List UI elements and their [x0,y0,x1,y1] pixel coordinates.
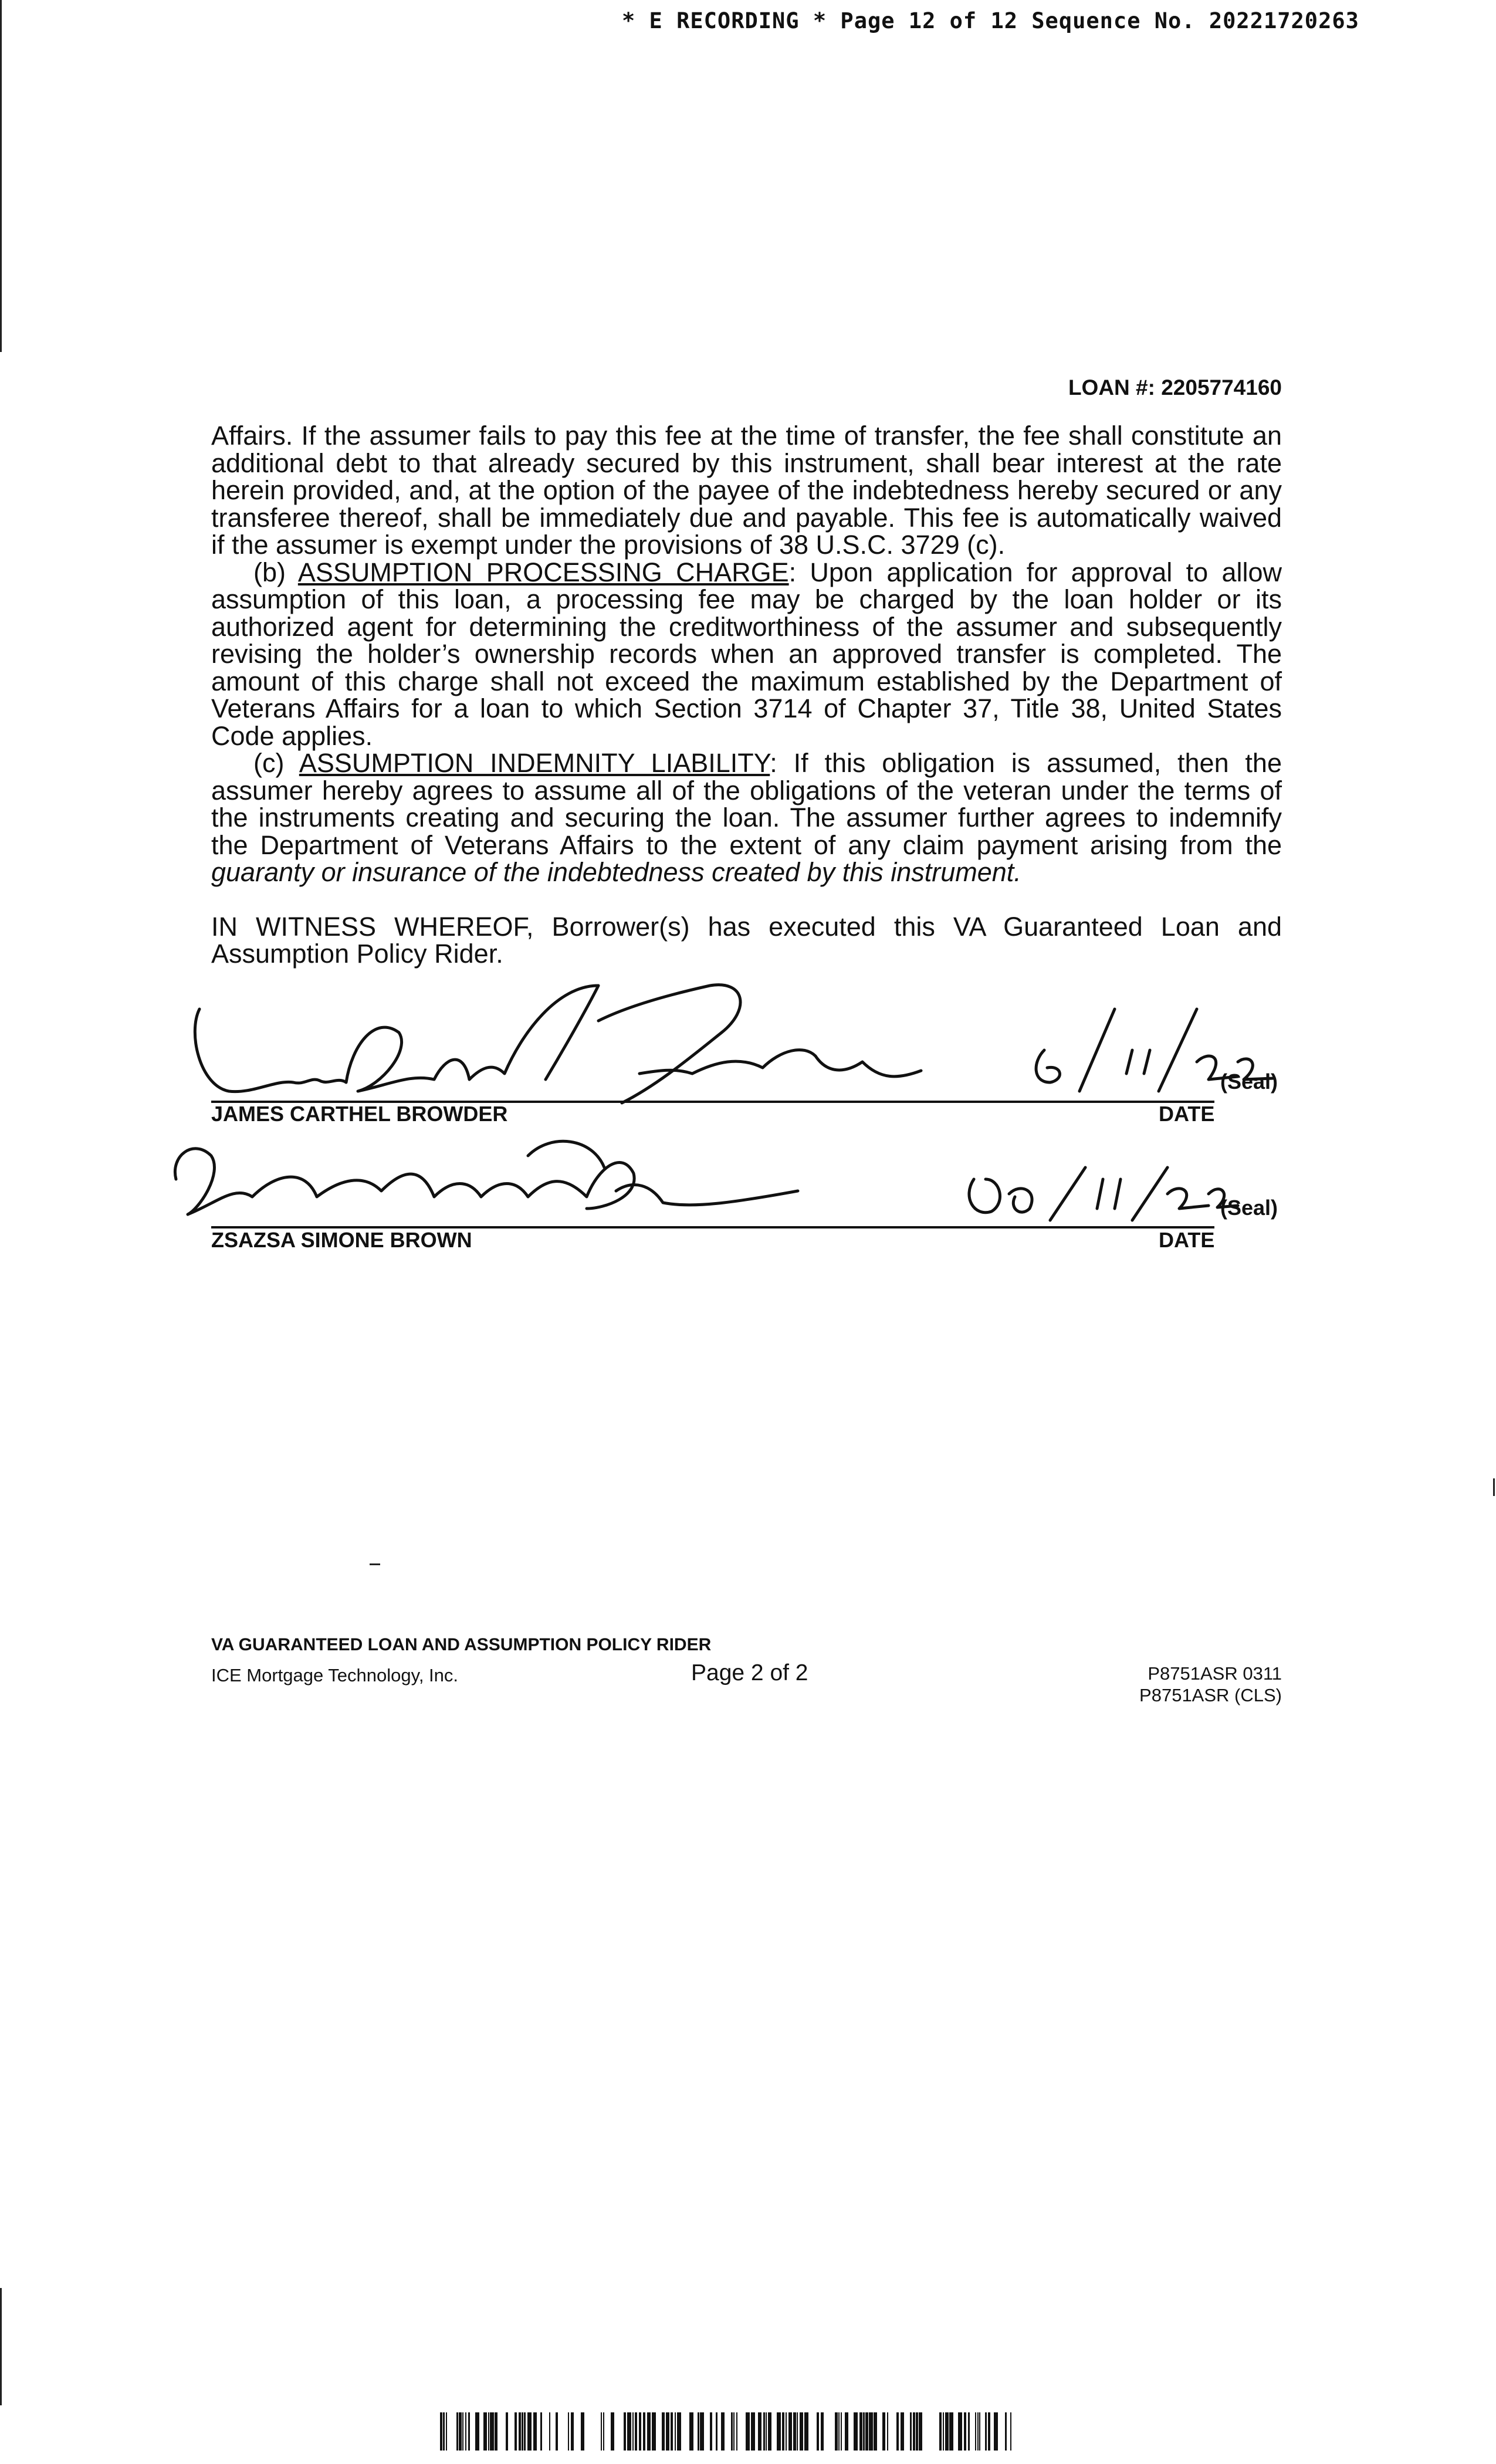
page-number: Page 2 of 2 [691,1660,808,1685]
date-label-1: DATE [1159,1102,1215,1126]
clause-letter-b: (b) [253,557,298,587]
clause-letter-c: (c) [253,748,299,778]
indemnity-liability-italic: guaranty or insurance of the indebtedness created by this instrument. [211,857,1021,887]
recording-header: * E RECORDING * Page 12 of 12 Sequence No. 20221720263 [622,8,1359,33]
rider-title: VA GUARANTEED LOAN AND ASSUMPTION POLICY RIDER [211,1635,712,1654]
seal-label-1: (Seal) [1220,1069,1278,1094]
witness-statement: IN WITNESS WHEREOF, Borrower(s) has executed this VA Guaranteed Loan and Assumption Policy Rider. [211,911,1282,969]
right-edge-mark [1493,1478,1495,1496]
indemnity-liability-text: : If this obligation is assumed, then the assumer hereby agrees to assume all of the obligations of the veteran under the terms of the instruments creating and securing the loan. The assumer further agrees to indemnify the Department of Veterans Affairs to the extent of any claim payment arising from the [211,748,1282,860]
paragraph-processing-charge [211,559,1282,750]
loan-number: LOAN #: 2205774160 [1068,375,1282,400]
seal-label-2: (Seal) [1220,1196,1278,1220]
form-code-cls: P8751ASR (CLS) [1139,1685,1282,1705]
handwritten-signature-1 [195,985,921,1103]
rider-body [211,422,1282,968]
processing-charge-heading: ASSUMPTION PROCESSING CHARGE [297,557,789,587]
barcode [440,2412,1012,2451]
date-label-2: DATE [1159,1228,1215,1252]
paragraph-fee-continuation: Affairs. If the assumer fails to pay this fee at the time of transfer, the fee shall constitute an additional debt to that already secured by this instrument, shall bear interest at the rate herein provided, and, at the option of the payee of the indebtedness hereby secured or any transferee thereof, shall be immediately due and payable. This fee is automatically waived if the assumer is exempt under the provisions of 38 U.S.C. 3729 (c). [211,421,1282,560]
stray-mark [370,1563,380,1565]
signer-name-2: ZSAZSA SIMONE BROWN [211,1228,472,1252]
handwritten-signature-2 [175,1141,798,1214]
paragraph-indemnity-liability [211,750,1282,886]
signer-name-1: JAMES CARTHEL BROWDER [211,1102,508,1126]
form-code: P8751ASR 0311 [1148,1663,1282,1684]
indemnity-liability-heading: ASSUMPTION INDEMNITY LIABILITY [299,748,770,778]
left-edge-mark-bottom [0,2288,2,2405]
left-edge-mark [0,0,2,352]
processing-charge-text: : Upon application for approval to allow assumption of this loan, a processing fee may be charged by the loan holder or its authorized agent for determining the creditworthiness of the assumer and subsequently revising the holder’s ownership records when an approved transfer is completed. The amount of this charge shall not exceed the maximum established by the Department of Veterans Affairs for a loan to which Section 3714 of Chapter 37, Title 38, United States Code applies. [211,557,1282,751]
company-name: ICE Mortgage Technology, Inc. [211,1665,459,1685]
handwritten-date-2 [969,1167,1238,1220]
